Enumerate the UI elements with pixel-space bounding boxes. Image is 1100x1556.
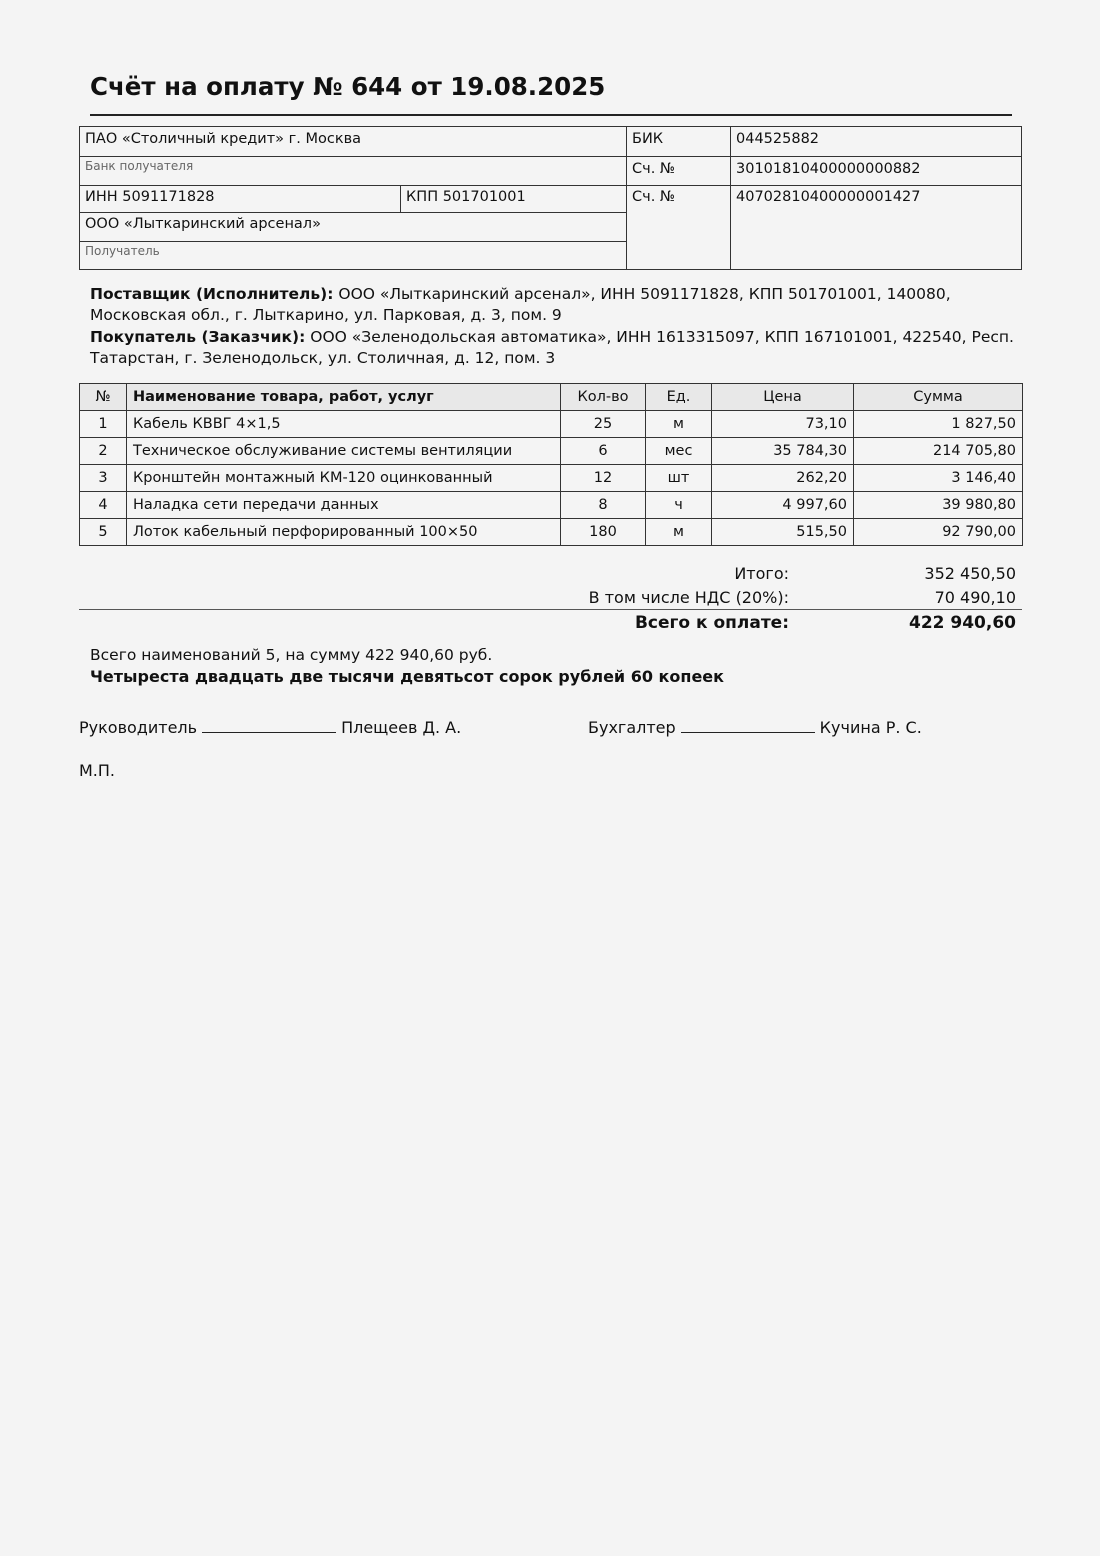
item-sum: 1 827,50 <box>854 411 1023 438</box>
vat-label: В том числе НДС (20%): <box>588 588 789 607</box>
item-name: Кабель КВВГ 4×1,5 <box>127 411 561 438</box>
bank-name: ПАО «Столичный кредит» г. Москва <box>85 131 362 147</box>
inn-value: ИНН 5091171828 <box>85 189 215 205</box>
item-unit: мес <box>646 438 712 465</box>
account-label: Сч. № <box>632 189 675 205</box>
bank-details-table <box>79 126 1022 270</box>
bank-divider-v3 <box>400 185 401 212</box>
items-table <box>79 383 1023 546</box>
subtotal-label: Итого: <box>734 564 789 583</box>
item-sum: 214 705,80 <box>854 438 1023 465</box>
item-qty: 6 <box>561 438 646 465</box>
header-qty: Кол-во <box>561 384 646 411</box>
accountant-signature-line <box>681 718 815 733</box>
item-name: Наладка сети передачи данных <box>127 492 561 519</box>
corr-account-value: 30101810400000000882 <box>736 161 921 177</box>
corr-account-label: Сч. № <box>632 161 675 177</box>
accountant-name: Кучина Р. С. <box>819 718 922 737</box>
bank-caption: Банк получателя <box>85 159 194 173</box>
totals-divider <box>79 609 1022 610</box>
item-price: 262,20 <box>712 465 854 492</box>
recipient-caption: Получатель <box>85 244 160 258</box>
table-row <box>80 411 1023 438</box>
item-name: Техническое обслуживание системы вентиляции <box>127 438 561 465</box>
item-price: 35 784,30 <box>712 438 854 465</box>
items-header-row <box>80 384 1023 411</box>
item-num: 3 <box>80 465 127 492</box>
table-row <box>80 519 1023 546</box>
bank-divider-h1 <box>80 156 1021 157</box>
item-unit: м <box>646 519 712 546</box>
bik-label: БИК <box>632 131 664 147</box>
head-label: Руководитель <box>79 718 198 737</box>
account-value: 40702810400000001427 <box>736 189 921 205</box>
item-qty: 180 <box>561 519 646 546</box>
title-divider <box>90 114 1012 116</box>
buyer-label: Покупатель (Заказчик): <box>90 328 306 346</box>
item-unit: шт <box>646 465 712 492</box>
total-value: 422 940,60 <box>908 613 1016 633</box>
item-qty: 12 <box>561 465 646 492</box>
item-qty: 25 <box>561 411 646 438</box>
bank-divider-h3 <box>80 212 626 213</box>
invoice-title: Счёт на оплату № 644 от 19.08.2025 <box>90 72 606 101</box>
item-qty: 8 <box>561 492 646 519</box>
bank-divider-h4 <box>80 241 626 242</box>
amount-in-words: Четыреста двадцать две тысячи девятьсот сорок рублей 60 копеек <box>90 667 725 686</box>
vat-value: 70 490,10 <box>934 588 1016 607</box>
head-name: Плещеев Д. А. <box>341 718 462 737</box>
items-count-summary: Всего наименований 5, на сумму 422 940,60 руб. <box>90 646 493 664</box>
bank-divider-v1 <box>626 127 627 269</box>
item-price: 515,50 <box>712 519 854 546</box>
item-name: Кронштейн монтажный КМ-120 оцинкованный <box>127 465 561 492</box>
head-signature-line <box>202 718 336 733</box>
item-num: 2 <box>80 438 127 465</box>
bank-divider-h2 <box>80 185 1021 186</box>
bik-value: 044525882 <box>736 131 820 147</box>
item-sum: 3 146,40 <box>854 465 1023 492</box>
recipient-name: ООО «Лыткаринский арсенал» <box>85 216 321 232</box>
table-row <box>80 465 1023 492</box>
header-unit: Ед. <box>646 384 712 411</box>
item-price: 4 997,60 <box>712 492 854 519</box>
accountant-label: Бухгалтер <box>588 718 676 737</box>
accountant-signature <box>588 718 922 737</box>
header-num: № <box>80 384 127 411</box>
supplier-text: ООО «Лыткаринский арсенал», ИНН 5091171828, КПП 501701001, 140080, Московская обл., г. Лыткарино, ул. Парковая, д. 3, пом. 9 <box>90 285 951 324</box>
supplier-info <box>90 284 1020 326</box>
item-num: 5 <box>80 519 127 546</box>
item-sum: 39 980,80 <box>854 492 1023 519</box>
kpp-value: КПП 501701001 <box>406 189 526 205</box>
item-sum: 92 790,00 <box>854 519 1023 546</box>
head-signature <box>79 718 461 737</box>
header-sum: Сумма <box>854 384 1023 411</box>
stamp-place: М.П. <box>79 761 116 780</box>
table-row <box>80 492 1023 519</box>
buyer-text: ООО «Зеленодольская автоматика», ИНН 1613315097, КПП 167101001, 422540, Респ. Татарстан, г. Зеленодольск, ул. Столичная, д. 12, пом. 3 <box>90 328 1014 367</box>
item-name: Лоток кабельный перфорированный 100×50 <box>127 519 561 546</box>
item-num: 1 <box>80 411 127 438</box>
table-row <box>80 438 1023 465</box>
buyer-info <box>90 327 1020 369</box>
item-num: 4 <box>80 492 127 519</box>
item-unit: м <box>646 411 712 438</box>
item-unit: ч <box>646 492 712 519</box>
subtotal-value: 352 450,50 <box>924 564 1016 583</box>
item-price: 73,10 <box>712 411 854 438</box>
total-label: Всего к оплате: <box>634 613 789 633</box>
header-name: Наименование товара, работ, услуг <box>127 384 561 411</box>
supplier-label: Поставщик (Исполнитель): <box>90 285 334 303</box>
header-price: Цена <box>712 384 854 411</box>
bank-divider-v2 <box>730 127 731 269</box>
